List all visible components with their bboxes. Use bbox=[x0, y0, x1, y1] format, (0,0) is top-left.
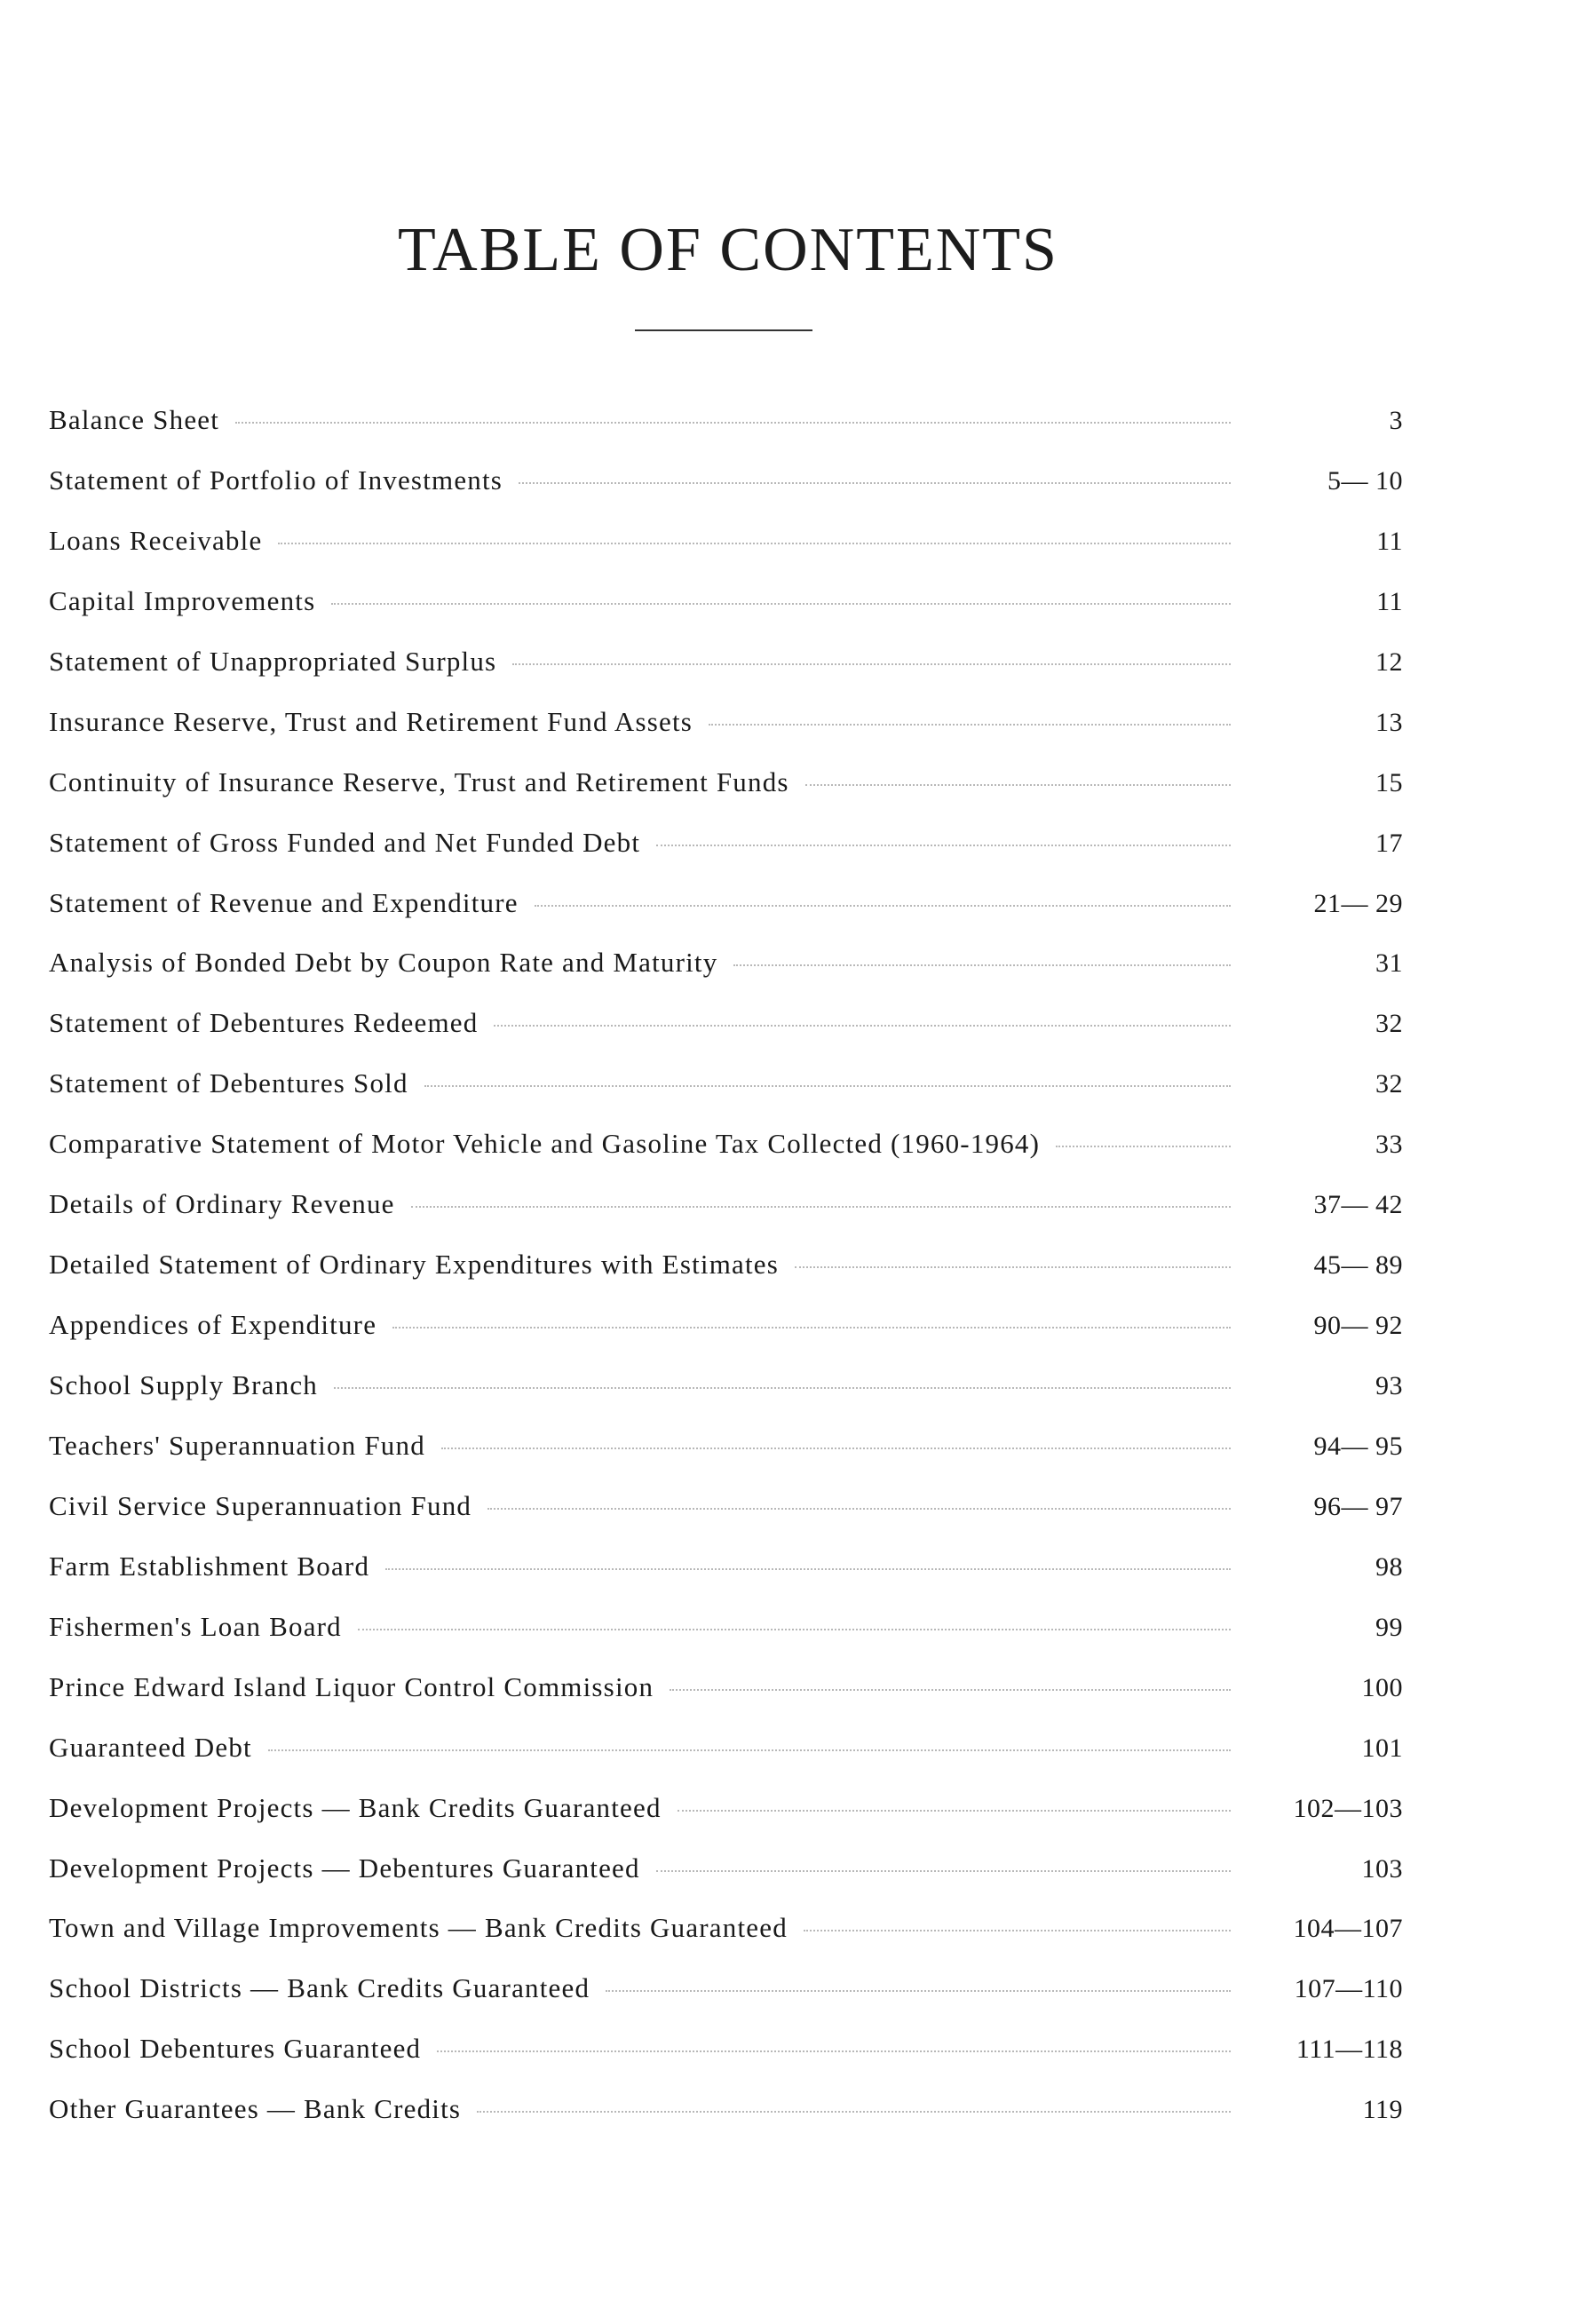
toc-entry bbox=[49, 1067, 1403, 1128]
toc-entry-page: 100 bbox=[1361, 1672, 1403, 1702]
toc-entry bbox=[49, 1611, 1403, 1671]
toc-entry-title: Civil Service Superannuation Fund bbox=[49, 1489, 472, 1521]
toc-entry bbox=[49, 1188, 1403, 1249]
toc-entry-title: School Debentures Guaranteed bbox=[49, 2033, 422, 2065]
toc-entry-title: Analysis of Bonded Debt by Coupon Rate and Maturity bbox=[49, 947, 718, 979]
toc-entry-page: 94— 95 bbox=[1313, 1431, 1403, 1461]
toc-entry-title: Detailed Statement of Ordinary Expenditures with Estimates bbox=[49, 1249, 780, 1281]
dot-leader bbox=[804, 1930, 1231, 1931]
toc-entry bbox=[49, 1430, 1403, 1490]
toc-entry-title: Town and Village Improvements — Bank Credits Guaranteed bbox=[49, 1912, 788, 1944]
toc-entry-page: 11 bbox=[1376, 586, 1403, 616]
toc-entry-title: School Supply Branch bbox=[49, 1369, 318, 1400]
dot-leader bbox=[678, 1810, 1231, 1812]
toc-entry-page: 32 bbox=[1375, 1009, 1403, 1039]
toc-entry bbox=[49, 1490, 1403, 1551]
toc-entry bbox=[49, 766, 1403, 827]
toc-entry-title: Details of Ordinary Revenue bbox=[49, 1188, 395, 1220]
toc-entry-title: Development Projects — Debentures Guaranteed bbox=[49, 1852, 640, 1884]
toc-entry-title: Continuity of Insurance Reserve, Trust and Retirement Funds bbox=[49, 765, 789, 797]
table-of-contents bbox=[49, 404, 1403, 2153]
toc-entry-title: Insurance Reserve, Trust and Retirement Fund Assets bbox=[49, 705, 693, 737]
dot-leader bbox=[805, 784, 1231, 786]
dot-leader bbox=[670, 1689, 1231, 1691]
toc-entry bbox=[49, 1912, 1403, 1972]
toc-entry bbox=[49, 1369, 1403, 1430]
toc-entry bbox=[49, 1671, 1403, 1732]
toc-entry bbox=[49, 404, 1403, 464]
toc-entry-page: 93 bbox=[1375, 1371, 1403, 1400]
toc-entry bbox=[49, 464, 1403, 525]
toc-entry-page: 33 bbox=[1375, 1130, 1403, 1160]
dot-leader bbox=[437, 2050, 1231, 2052]
toc-entry bbox=[49, 827, 1403, 887]
dot-leader bbox=[278, 543, 1231, 544]
toc-entry-page: 3 bbox=[1389, 406, 1403, 435]
toc-entry-page: 107—110 bbox=[1294, 1974, 1403, 2004]
toc-entry-page: 45— 89 bbox=[1313, 1250, 1403, 1281]
toc-entry-title: Statement of Debentures Redeemed bbox=[49, 1007, 479, 1039]
toc-entry-title: Development Projects — Bank Credits Guaranteed bbox=[49, 1791, 662, 1823]
toc-entry-page: 101 bbox=[1361, 1733, 1403, 1763]
dot-leader bbox=[487, 1508, 1231, 1510]
toc-entry-title: Appendices of Expenditure bbox=[49, 1309, 377, 1341]
toc-entry-page: 111—118 bbox=[1296, 2034, 1403, 2065]
toc-entry-title: Balance Sheet bbox=[49, 404, 220, 435]
toc-entry bbox=[49, 887, 1403, 948]
toc-entry-title: Comparative Statement of Motor Vehicle and Gasoline Tax Collected (1960-1964) bbox=[49, 1128, 1041, 1160]
dot-leader bbox=[441, 1448, 1231, 1449]
toc-entry-title: Teachers' Superannuation Fund bbox=[49, 1429, 425, 1461]
toc-entry-title: Statement of Debentures Sold bbox=[49, 1067, 408, 1099]
toc-entry bbox=[49, 1972, 1403, 2033]
dot-leader bbox=[268, 1749, 1231, 1751]
dot-leader bbox=[411, 1206, 1231, 1208]
toc-entry bbox=[49, 646, 1403, 706]
dot-leader bbox=[392, 1327, 1231, 1329]
toc-entry-title: Statement of Portfolio of Investments bbox=[49, 464, 503, 496]
toc-entry-page: 13 bbox=[1375, 707, 1403, 737]
dot-leader bbox=[606, 1990, 1231, 1992]
toc-entry-page: 12 bbox=[1375, 646, 1403, 677]
toc-entry-page: 32 bbox=[1375, 1069, 1403, 1099]
toc-entry bbox=[49, 1852, 1403, 1913]
toc-entry-title: Fishermen's Loan Board bbox=[49, 1610, 342, 1642]
dot-leader bbox=[331, 603, 1231, 605]
dot-leader bbox=[733, 964, 1231, 966]
toc-entry bbox=[49, 706, 1403, 766]
dot-leader bbox=[358, 1629, 1231, 1630]
toc-entry-title: Capital Improvements bbox=[49, 584, 316, 616]
toc-entry-title: Prince Edward Island Liquor Control Commission bbox=[49, 1670, 654, 1702]
toc-entry-page: 119 bbox=[1362, 2095, 1403, 2125]
toc-entry bbox=[49, 525, 1403, 585]
toc-entry-page: 90— 92 bbox=[1313, 1311, 1403, 1341]
toc-entry bbox=[49, 1551, 1403, 1611]
toc-entry-page: 15 bbox=[1375, 767, 1403, 797]
dot-leader bbox=[424, 1085, 1231, 1087]
title-divider bbox=[635, 329, 812, 331]
toc-entry-page: 98 bbox=[1375, 1551, 1403, 1582]
toc-entry-page: 103 bbox=[1361, 1853, 1403, 1884]
dot-leader bbox=[519, 482, 1231, 484]
dot-leader bbox=[656, 1870, 1231, 1872]
dot-leader bbox=[535, 905, 1231, 907]
toc-entry-title: Loans Receivable bbox=[49, 524, 263, 556]
toc-entry-title: Other Guarantees — Bank Credits bbox=[49, 2093, 462, 2125]
toc-entry bbox=[49, 947, 1403, 1007]
dot-leader bbox=[334, 1387, 1231, 1389]
toc-entry bbox=[49, 2033, 1403, 2093]
dot-leader bbox=[494, 1025, 1231, 1027]
toc-entry bbox=[49, 1309, 1403, 1369]
toc-entry-page: 104—107 bbox=[1293, 1914, 1403, 1944]
toc-entry bbox=[49, 1249, 1403, 1309]
toc-entry-title: Guaranteed Debt bbox=[49, 1731, 252, 1763]
dot-leader bbox=[385, 1568, 1231, 1570]
dot-leader bbox=[1056, 1146, 1231, 1147]
toc-entry bbox=[49, 585, 1403, 646]
toc-entry-page: 37— 42 bbox=[1313, 1190, 1403, 1220]
toc-entry-page: 21— 29 bbox=[1313, 888, 1403, 918]
toc-entry-title: School Districts — Bank Credits Guaranteed bbox=[49, 1972, 590, 2004]
toc-entry-title: Farm Establishment Board bbox=[49, 1550, 370, 1582]
toc-entry-page: 11 bbox=[1376, 526, 1403, 556]
dot-leader bbox=[512, 663, 1231, 665]
toc-entry-page: 31 bbox=[1375, 948, 1403, 979]
toc-entry-page: 99 bbox=[1375, 1612, 1403, 1642]
dot-leader bbox=[235, 422, 1231, 424]
toc-entry-title: Statement of Unappropriated Surplus bbox=[49, 645, 497, 677]
dot-leader bbox=[795, 1266, 1231, 1268]
page-title: TABLE OF CONTENTS bbox=[398, 215, 1058, 284]
toc-entry-page: 96— 97 bbox=[1313, 1491, 1403, 1521]
toc-entry bbox=[49, 1007, 1403, 1067]
dot-leader bbox=[656, 845, 1231, 846]
toc-entry-page: 5— 10 bbox=[1327, 465, 1403, 496]
toc-entry bbox=[49, 1792, 1403, 1852]
toc-entry bbox=[49, 2093, 1403, 2153]
toc-entry-page: 17 bbox=[1375, 828, 1403, 858]
toc-entry-title: Statement of Revenue and Expenditure bbox=[49, 886, 519, 918]
toc-entry bbox=[49, 1732, 1403, 1792]
toc-entry-page: 102—103 bbox=[1293, 1793, 1403, 1823]
dot-leader bbox=[709, 724, 1231, 726]
toc-entry bbox=[49, 1128, 1403, 1188]
toc-entry-title: Statement of Gross Funded and Net Funded Debt bbox=[49, 826, 641, 858]
dot-leader bbox=[477, 2111, 1231, 2113]
